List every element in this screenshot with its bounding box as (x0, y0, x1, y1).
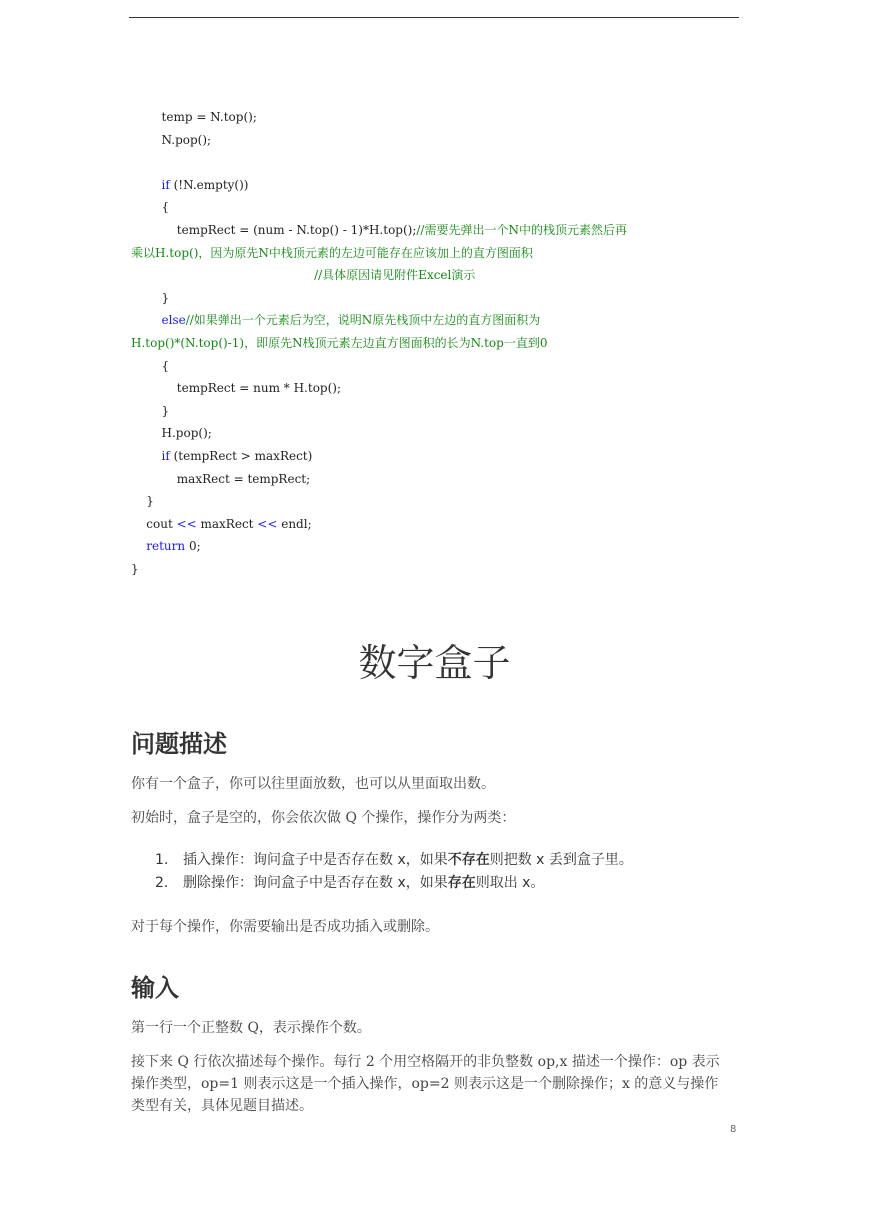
code-text: maxRect (196, 516, 258, 531)
code-comment: //需要先弹出一个N中的栈顶元素然后再 (416, 222, 627, 237)
code-line (131, 129, 751, 152)
code-text: H.pop(); (161, 426, 212, 441)
code-comment: 乘以H.top()，因为原先N中栈顶元素的左边可能存在应该加上的直方图面积 (131, 245, 533, 260)
code-text: cout (146, 516, 177, 531)
code-line (131, 468, 751, 491)
list-text-tail: 则把数 x 丢到盒子里。 (489, 852, 633, 868)
code-line (131, 490, 751, 513)
code-text: (!N.empty()) (169, 177, 249, 192)
code-line (131, 535, 751, 558)
problem-paragraph-3: 对于每个操作，你需要输出是否成功插入或删除。 (131, 919, 439, 935)
section-heading-problem: 问题描述 (131, 730, 227, 758)
page-title: 数字盒子 (358, 641, 511, 685)
code-keyword: << (257, 516, 278, 531)
list-number: 2. (155, 875, 169, 891)
input-paragraph-1: 第一行一个正整数 Q，表示操作个数。 (131, 1020, 371, 1036)
code-line (131, 151, 751, 174)
problem-paragraph-2: 初始时，盒子是空的，你会依次做 Q 个操作，操作分为两类： (131, 810, 516, 826)
list-text: 删除操作：询问盒子中是否存在数 x，如果 (183, 875, 448, 891)
code-text: tempRect = num * H.top(); (176, 381, 342, 396)
code-text: } (161, 403, 170, 418)
code-line (131, 196, 751, 219)
code-text: tempRect = (num - N.top() - 1)*H.top(); (176, 222, 417, 237)
code-comment: //如果弹出一个元素后为空，说明N原先栈顶中左边的直方图面积为 (185, 313, 541, 328)
list-item (155, 872, 633, 895)
code-keyword: return (146, 539, 186, 554)
list-emphasis: 存在 (447, 875, 476, 891)
code-text: (tempRect > maxRect) (169, 448, 313, 463)
code-line (131, 106, 751, 129)
code-line (131, 377, 751, 400)
code-keyword: if (161, 177, 170, 192)
code-line (131, 174, 751, 197)
code-keyword: else (161, 313, 186, 328)
code-comment: H.top()*(N.top()-1)，即原先N栈顶元素左边直方图面积的长为N.top一直到0 (131, 335, 548, 350)
code-text: 0; (185, 539, 201, 554)
code-line (131, 242, 751, 265)
code-text: endl; (277, 516, 312, 531)
header-rule (129, 17, 739, 18)
code-block (131, 106, 751, 580)
list-number: 1. (155, 852, 169, 868)
code-line (131, 332, 751, 355)
code-text: N.pop(); (161, 132, 212, 147)
list-text-tail: 则取出 x。 (475, 875, 545, 891)
code-line (131, 513, 751, 536)
section-heading-input: 输入 (131, 974, 179, 1002)
list-item (155, 849, 633, 872)
code-line (131, 445, 751, 468)
code-line (131, 309, 751, 332)
code-text: { (161, 358, 170, 373)
code-keyword: << (176, 516, 197, 531)
code-text: } (146, 494, 154, 509)
page-number: 8 (730, 1124, 737, 1135)
code-text: } (131, 561, 139, 576)
code-line (131, 264, 751, 287)
code-comment: //具体原因请见附件Excel演示 (314, 268, 476, 283)
list-emphasis: 不存在 (447, 852, 490, 868)
list-text: 插入操作：询问盒子中是否存在数 x，如果 (183, 852, 448, 868)
code-text: temp = N.top(); (161, 110, 257, 124)
code-line (131, 287, 751, 310)
input-paragraph-2: 接下来 Q 行依次描述每个操作。每行 2 个用空格隔开的非负整数 op,x 描述一个操作：op 表示操作类型，op=1 则表示这是一个插入操作，op=2 则表示这是一个删除操作；x 的意义与操作类型有关，具体见题目描述。 (131, 1054, 720, 1114)
code-keyword: if (161, 448, 170, 463)
problem-paragraph-1: 你有一个盒子，你可以往里面放数，也可以从里面取出数。 (131, 776, 495, 792)
code-line (131, 219, 751, 242)
code-line (131, 355, 751, 378)
code-line (131, 558, 751, 581)
code-text: maxRect = tempRect; (176, 471, 311, 486)
code-line (131, 400, 751, 423)
operation-list (155, 849, 633, 895)
code-text: { (161, 200, 170, 215)
code-text: } (161, 290, 170, 305)
code-line (131, 422, 751, 445)
